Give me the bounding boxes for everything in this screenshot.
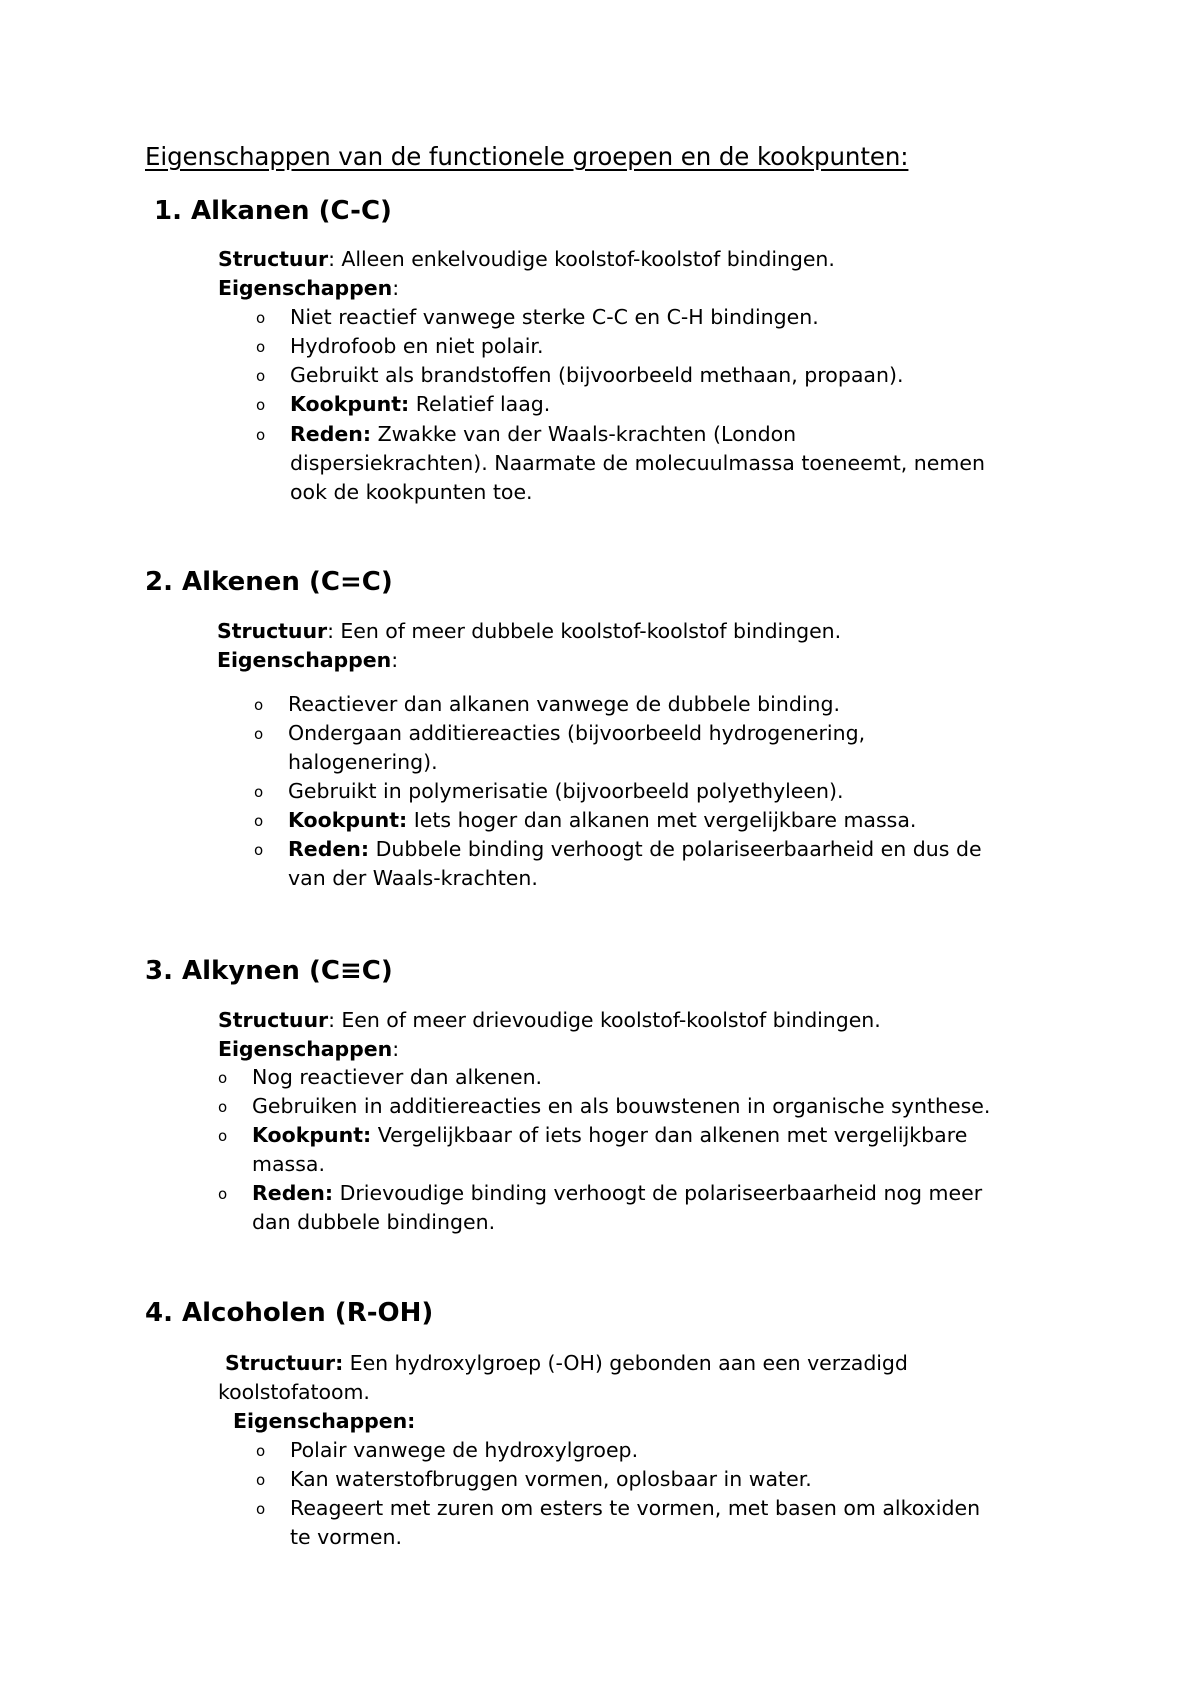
bullet-marker: o xyxy=(256,426,266,444)
section-heading-alkanen: 1. Alkanen (C-C) xyxy=(154,196,392,226)
bullet-marker: o xyxy=(218,1185,228,1203)
s4-eigenschappen-label: Eigenschappen: xyxy=(233,1409,416,1433)
s1-structuur-text: : Alleen enkelvoudige koolstof-koolstof bindingen. xyxy=(328,247,835,271)
s4-structuur-line-2: koolstofatoom. xyxy=(218,1380,370,1404)
s2-eigenschappen-line: Eigenschappen: xyxy=(217,648,399,672)
bullet-marker: o xyxy=(218,1069,228,1087)
s2-structuur-line: Structuur: Een of meer dubbele koolstof-koolstof bindingen. xyxy=(217,619,842,643)
s1-eigenschappen-line: Eigenschappen: xyxy=(218,276,400,300)
bullet-marker: o xyxy=(256,338,266,356)
section-heading-alkenen: 2. Alkenen (C=C) xyxy=(145,567,393,597)
bullet-marker: o xyxy=(254,812,264,830)
bullet-marker: o xyxy=(254,841,264,859)
section-heading-alcoholen: 4. Alcoholen (R-OH) xyxy=(145,1298,434,1328)
bullet-marker: o xyxy=(254,783,264,801)
s1-structuur-line xyxy=(218,245,835,274)
s1-eigenschappen-label: Eigenschappen xyxy=(218,276,393,300)
document-title: Eigenschappen van de functionele groepen en de kookpunten: xyxy=(145,142,909,171)
bullet-marker: o xyxy=(218,1098,228,1116)
s3-structuur-line: Structuur: Een of meer drievoudige koolstof-koolstof bindingen. xyxy=(218,1008,881,1032)
s1-structuur-label: Structuur xyxy=(218,247,329,271)
bullet-marker: o xyxy=(254,725,264,743)
s4-structuur-line: Structuur: Een hydroxylgroep (-OH) gebonden aan een verzadigd xyxy=(225,1351,908,1375)
bullet-marker: o xyxy=(256,367,266,385)
document-page: Eigenschappen van de functionele groepen en de kookpunten: 1. Alkanen (C-C) Structuur: Alleen enkelvoudige koolstof-koolstof bindingen. Eigenschappen: o Niet reactief vanwege sterke C-C en C-H bindingen. o Hydrofoob en niet polair. o Gebruikt als brandstoffen (bijvoorbeeld methaan, propaan). o Kookpunt: Relatief laag. o Reden: Zwakke van der Waals-krachten (London dispersiekrachten). Naarmate de molecuulmassa toeneemt, nemen ook de kookpunten toe. 2. Alkenen (C=C) Structuur: Een of meer dubbele koolstof-koolstof bindingen. Eigenschappen: o Reactiever dan alkanen vanwege de dubbele binding. o Ondergaan additiereacties (bijvoorbeeld hydrogenering, halogenering). o Gebruikt in polymerisatie (bijvoorbeeld polyethyleen). o Kookpunt: Iets hoger dan alkanen met vergelijkbare massa. o Reden: Dubbele binding verhoogt de polariseerbaarheid en dus de van der Waals-krachten. 3. Alkynen (C≡C) Structuur: Een of meer drievoudige koolstof-koolstof bindingen. Eigenschappen: o Nog reactiever dan alkenen. o Gebruiken in additiereacties en als bouwstenen in organische synthese. o Kookpunt: Vergelijkbaar of iets hoger dan alkenen met vergelijkbare massa. o Reden: Drievoudige binding verhoogt de polariseerbaarheid nog meer dan dubbele bindingen. 4. Alcoholen (R-OH) Structuur: Een hydroxylgroep (-OH) gebonden aan een verzadigd koolstofatoom. Eigenschappen: o Polair vanwege de hydroxylgroep. o Kan waterstofbruggen vormen, oplosbaar in water. o Reageert met zuren om esters te vormen, met basen om alkoxiden te vormen. xyxy=(145,142,991,1549)
bullet-marker: o xyxy=(256,309,266,327)
section-heading-alkynen: 3. Alkynen (C≡C) xyxy=(145,956,393,986)
bullet-marker: o xyxy=(256,1500,266,1518)
bullet-marker: o xyxy=(256,396,266,414)
bullet-marker: o xyxy=(256,1471,266,1489)
bullet-marker: o xyxy=(256,1442,266,1460)
s3-eigenschappen-line: Eigenschappen: xyxy=(218,1037,400,1061)
bullet-marker: o xyxy=(218,1127,228,1145)
bullet-marker: o xyxy=(254,696,264,714)
